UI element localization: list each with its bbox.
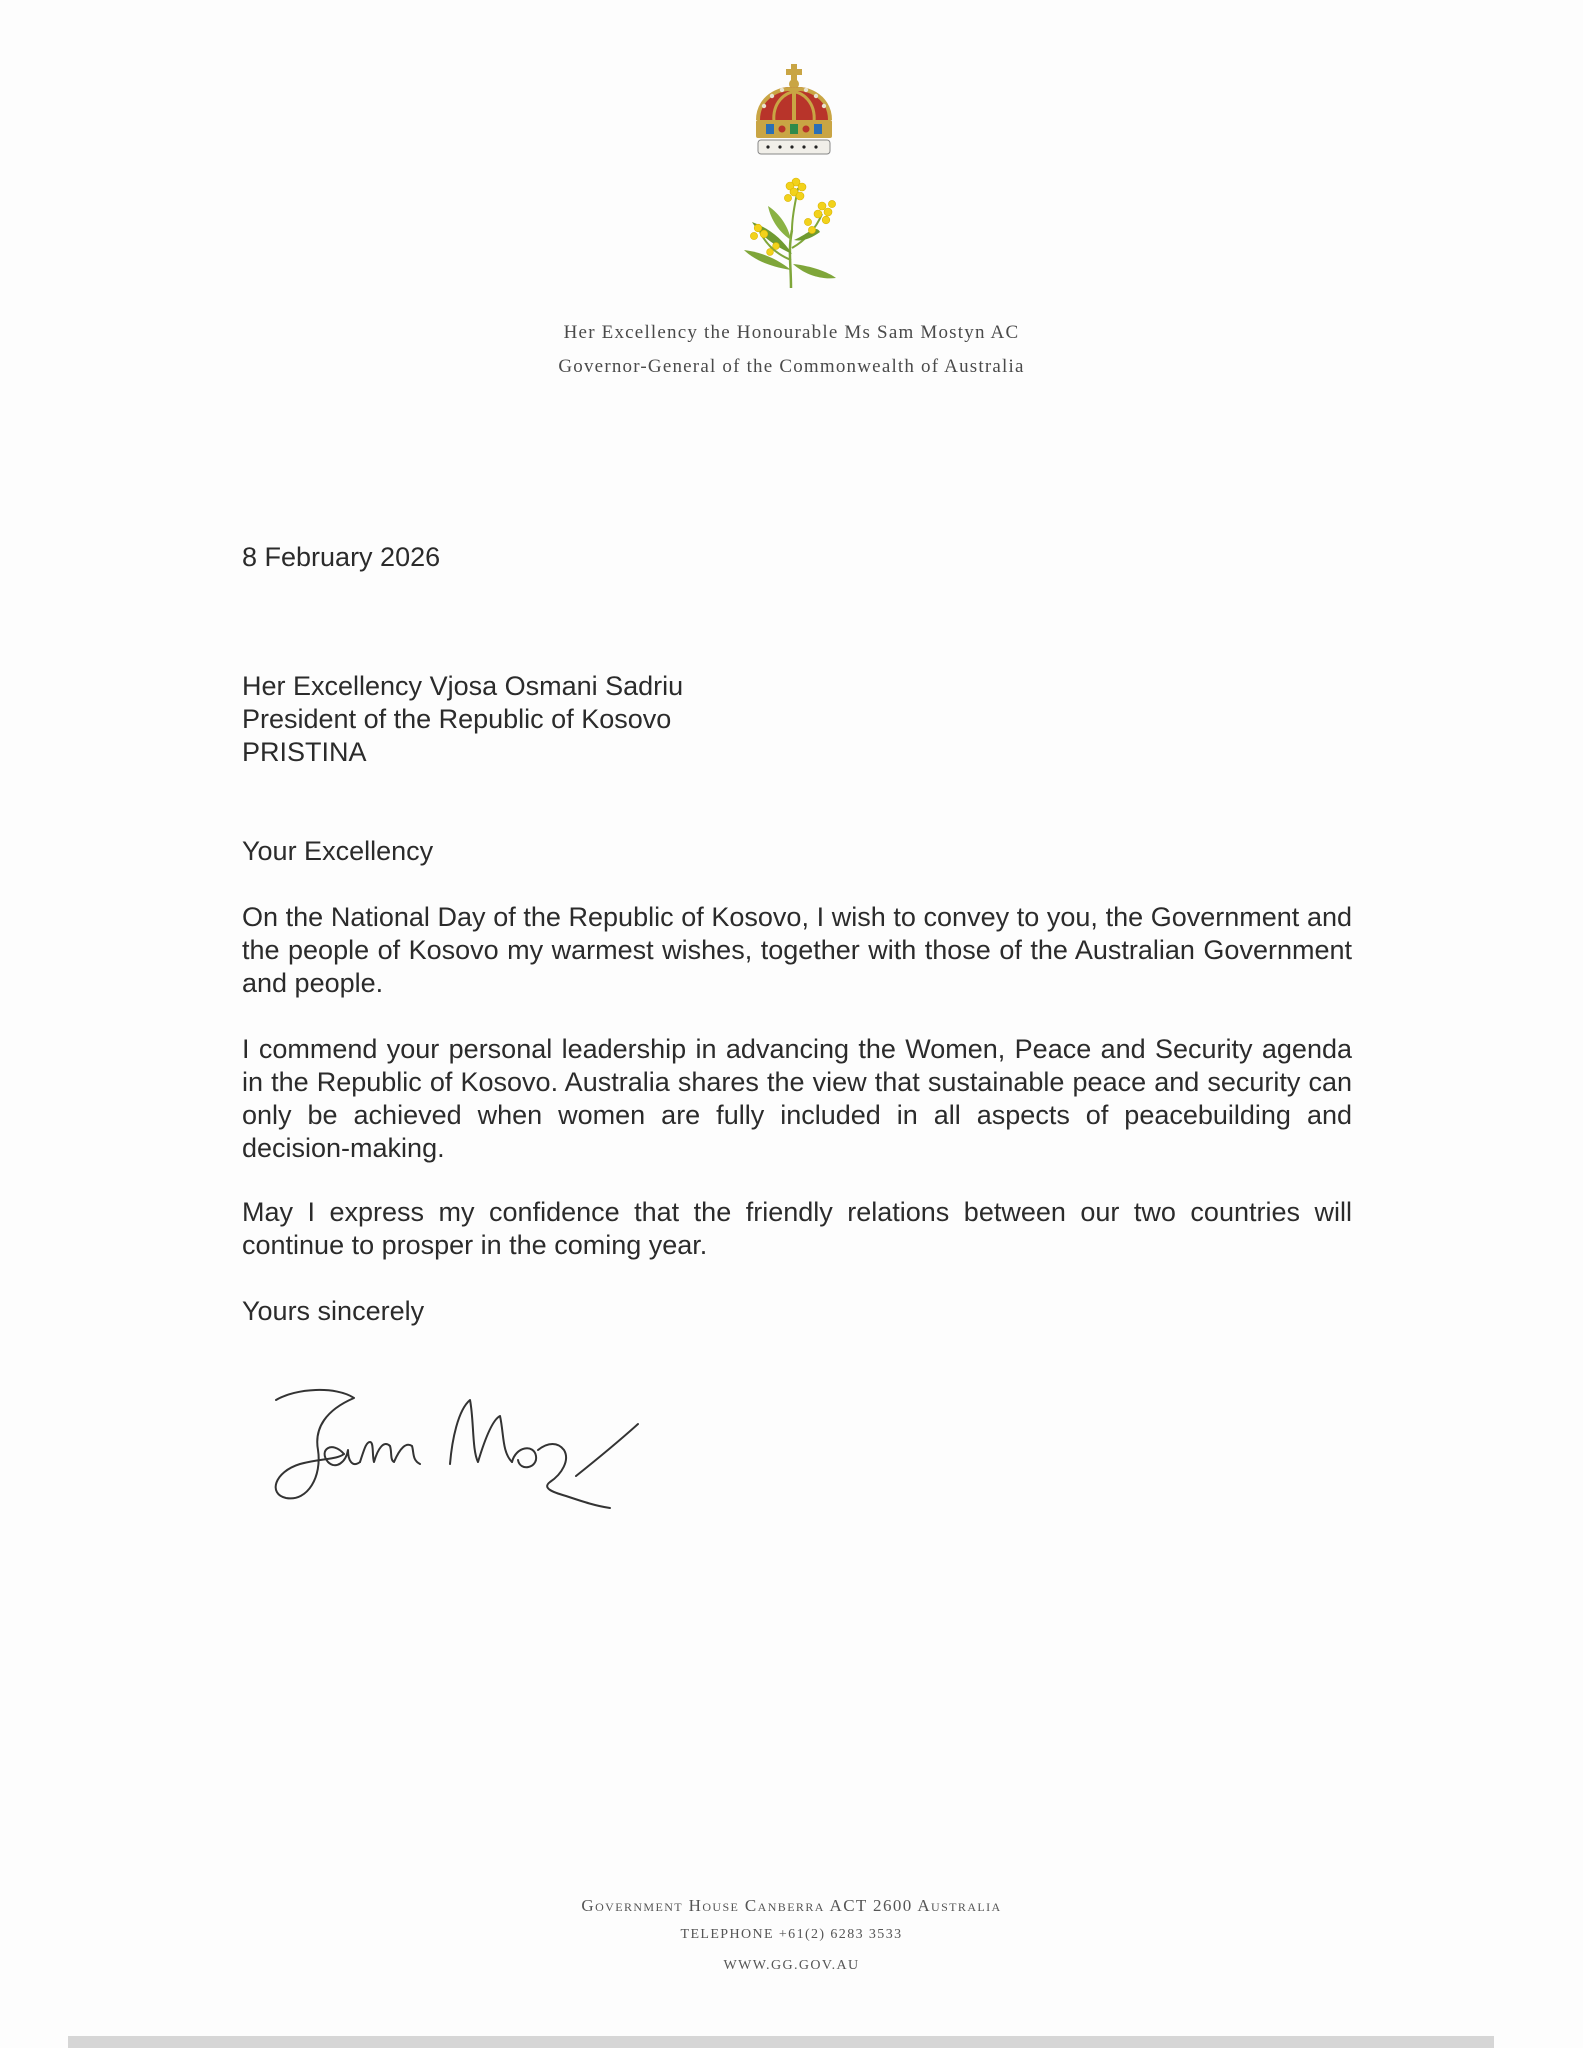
footer-address: Government House Canberra ACT 2600 Australia	[581, 1896, 1002, 1915]
recipient-address	[242, 670, 683, 769]
recipient-city: PRISTINA	[242, 737, 367, 767]
letterhead-name: Her Excellency the Honourable Ms Sam Mostyn AC	[563, 322, 1020, 343]
wattle-emblem-icon	[736, 170, 846, 290]
letterhead-title: Governor-General of the Commonwealth of Australia	[558, 356, 1025, 377]
recipient-name: Her Excellency Vjosa Osmani Sadriu	[242, 671, 684, 701]
closing: Yours sincerely	[242, 1296, 425, 1326]
page-bottom-edge	[68, 2036, 1494, 2048]
footer-website: WWW.GG.GOV.AU	[723, 1958, 860, 1973]
body-paragraph: I commend your personal leadership in advancing the Women, Peace and Security agenda in the Republic of Kosovo. Australia shares the view that sustainable peace and security can only be achieved when women are fully included in all aspects of peacebuilding and decision-making.	[242, 1034, 1352, 1163]
body-paragraph: May I express my confidence that the friendly relations between our two countries will continue to prosper in the coming year.	[242, 1197, 1352, 1260]
recipient-title: President of the Republic of Kosovo	[242, 704, 672, 734]
body-paragraph: On the National Day of the Republic of Kosovo, I wish to convey to you, the Government and the people of Kosovo my warmest wishes, together with those of the Australian Government and people.	[242, 902, 1352, 998]
salutation: Your Excellency	[242, 836, 434, 866]
letter-date: 8 February 2026	[242, 542, 441, 572]
footer-telephone: TELEPHONE +61(2) 6283 3533	[680, 1927, 903, 1942]
handwritten-signature	[266, 1380, 676, 1530]
crown-emblem-icon	[746, 62, 842, 166]
